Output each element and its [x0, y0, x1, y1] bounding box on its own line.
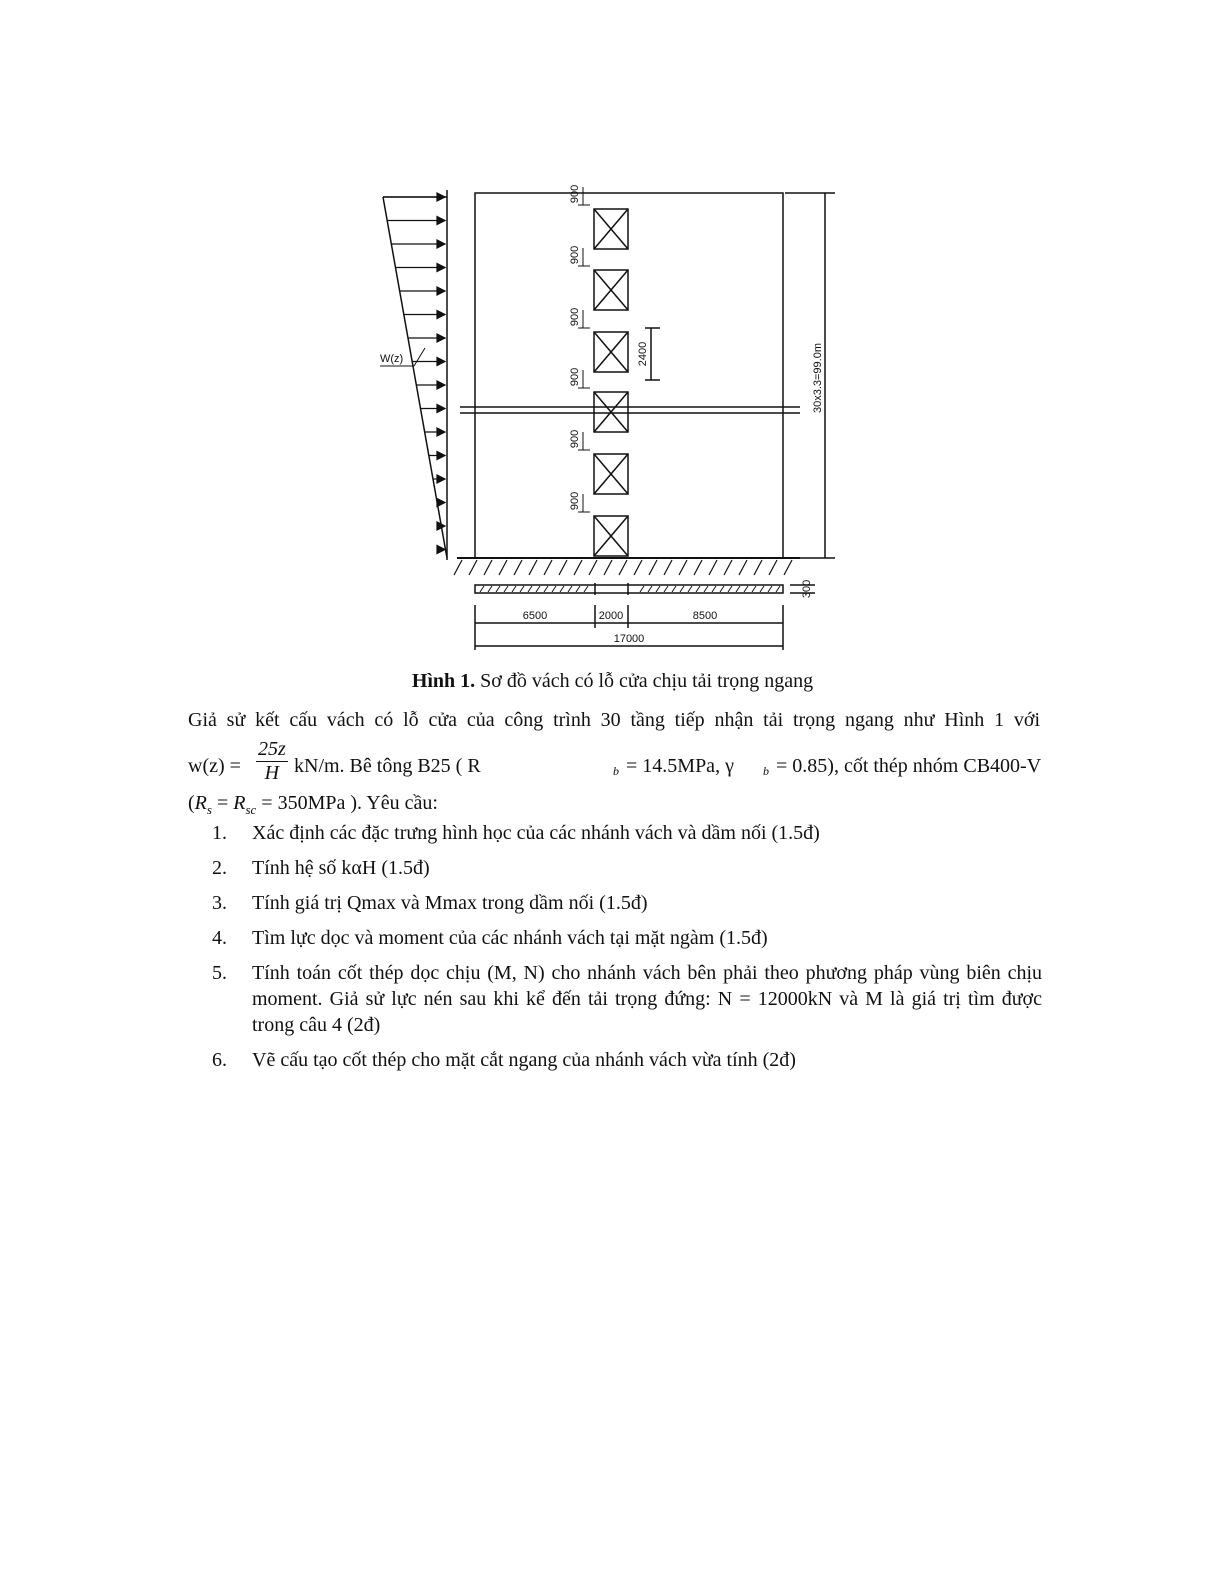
ground-hatch-line: [484, 560, 492, 575]
load-label: W(z): [380, 353, 404, 365]
ground-hatch-line: [454, 560, 462, 575]
lintel-height-label: 900: [569, 184, 581, 204]
strip-hatch-line: [688, 586, 692, 592]
lintel-height-label: 900: [569, 491, 581, 511]
total-width-label: 17000: [613, 633, 645, 645]
strip-hatch-line: [504, 586, 508, 592]
load-formula-line: w(z) = $\frac{25z}{H}$ kN/m. Bê tông B25 ( R b = 14.5MPa, γ b = 0.85), cốt thép nhóm CB400-V: [188, 738, 1042, 784]
strip-hatch-line: [576, 586, 580, 592]
strip-hatch-line: [584, 586, 588, 592]
strip-hatch-line: [720, 586, 724, 592]
task-item: 6. Vẽ cấu tạo cốt thép cho mặt cắt ngang của nhánh vách vừa tính (2đ): [212, 1049, 796, 1071]
load-arrowhead: [437, 287, 445, 295]
formula-fraction: [256, 738, 288, 785]
steel-strength-line: ($R_s = R_{sc} = 350MPa$ ). Yêu cầu:: [188, 792, 438, 817]
strip-hatch-line: [520, 586, 524, 592]
load-arrowhead: [437, 381, 445, 389]
load-arrowhead: [437, 546, 445, 554]
strip-hatch-line: [728, 586, 732, 592]
strip-hatch-line: [528, 586, 532, 592]
concrete-params: = 14.5MPa, γ: [626, 755, 734, 777]
strip-hatch-line: [680, 586, 684, 592]
ground-hatch-line: [664, 560, 672, 575]
ground-hatch: [454, 560, 792, 575]
load-arrowhead: [437, 217, 445, 225]
strip-hatch-line: [568, 586, 572, 592]
load-arrowhead: [437, 475, 445, 483]
strip-hatch-line: [552, 586, 556, 592]
strip-hatch-line: [768, 586, 772, 592]
lintel-height-label: 900: [569, 429, 581, 449]
ground-hatch-line: [604, 560, 612, 575]
formula-lhs: w(z) =: [188, 755, 241, 777]
ground-hatch-line: [514, 560, 522, 575]
strip-hatch-line: [656, 586, 660, 592]
ground-hatch-line: [649, 560, 657, 575]
ground-hatch-line: [469, 560, 477, 575]
formula-rest: kN/m. Bê tông B25 ( R: [294, 755, 481, 777]
ground-hatch-line: [544, 560, 552, 575]
lintel-height-label: 900: [569, 245, 581, 265]
ground-hatch-line: [589, 560, 597, 575]
load-arrowhead: [437, 264, 445, 272]
task-item: 4. Tìm lực dọc và moment của các nhánh vách tại mặt ngàm (1.5đ): [212, 927, 768, 949]
load-arrowhead: [437, 358, 445, 366]
strip-hatch-line: [776, 586, 780, 592]
total-height-label: 30x3.3=99.0m: [812, 342, 824, 414]
ground-hatch-line: [769, 560, 777, 575]
ground-hatch-line: [784, 560, 792, 575]
caption-text: Sơ đồ vách có lỗ cửa chịu tải trọng ngang: [475, 670, 814, 692]
ground-hatch-line: [619, 560, 627, 575]
window-openings: [594, 209, 628, 556]
strip-hatch-line: [648, 586, 652, 592]
strip-hatch-line: [760, 586, 764, 592]
strip-hatch-line: [640, 586, 644, 592]
steel-strength-text: = 350MPa ). Yêu cầu:: [261, 792, 438, 814]
strip-hatch-line: [488, 586, 492, 592]
opening-height-label: 2400: [637, 341, 649, 367]
load-arrowhead: [437, 428, 445, 436]
ground-hatch-line: [709, 560, 717, 575]
task-item: 5. Tính toán cốt thép dọc chịu (M, N) cho nhánh vách bên phải theo phương pháp vùng biên chịu moment. Giả sử lực nén sau khi kể đến tải trọng đứng: N = 12000kN và M là giá trị tìm được trong câu 4 (2đ): [212, 962, 1042, 1036]
strip-hatch-line: [704, 586, 708, 592]
load-arrowhead: [437, 240, 445, 248]
strip-hatch-line: [496, 586, 500, 592]
load-arrowhead: [437, 334, 445, 342]
lintel-dims: [569, 185, 590, 512]
plan-strip-hatch: [480, 586, 780, 592]
opening-width-label: 2000: [598, 610, 624, 622]
right-pier-label: 8500: [692, 610, 718, 622]
load-arrowhead: [437, 311, 445, 319]
ground-hatch-line: [634, 560, 642, 575]
left-pier-label: 6500: [522, 610, 548, 622]
lintel-height-label: 900: [569, 367, 581, 387]
strip-hatch-line: [480, 586, 484, 592]
strip-hatch-line: [752, 586, 756, 592]
task-item: 1. Xác định các đặc trưng hình học của các nhánh vách và dầm nối (1.5đ): [212, 822, 820, 844]
strip-hatch-line: [744, 586, 748, 592]
figure-caption: [0, 670, 1225, 693]
strip-hatch-line: [560, 586, 564, 592]
wall-plan-strip: [475, 585, 783, 593]
shear-wall-diagram: [0, 0, 1225, 670]
strip-hatch-line: [696, 586, 700, 592]
strip-hatch-line: [712, 586, 716, 592]
ground-hatch-line: [559, 560, 567, 575]
ground-hatch-line: [739, 560, 747, 575]
strip-hatch-line: [664, 586, 668, 592]
intro-line-1: Giả sử kết cấu vách có lỗ cửa của công trình 30 tầng tiếp nhận tải trọng ngang như Hình 1 với: [188, 709, 1040, 731]
ground-hatch-line: [694, 560, 702, 575]
task-item: 3. Tính giá trị Qmax và Mmax trong dầm nối (1.5đ): [212, 892, 648, 914]
wall-outline: [475, 193, 783, 558]
strip-hatch-line: [544, 586, 548, 592]
strip-hatch-line: [512, 586, 516, 592]
load-arrowhead: [437, 405, 445, 413]
ground-hatch-line: [754, 560, 762, 575]
ground-hatch-line: [529, 560, 537, 575]
load-arrowhead: [437, 499, 445, 507]
lintel-height-label: 900: [569, 307, 581, 327]
ground-hatch-line: [574, 560, 582, 575]
task-list: [212, 820, 1042, 1082]
strip-hatch-line: [672, 586, 676, 592]
strip-hatch-line: [536, 586, 540, 592]
task-item: 2. Tính hệ số kαH (1.5đ): [212, 857, 430, 879]
formula-denominator: H: [264, 762, 280, 784]
concrete-params-2: = 0.85), cốt thép nhóm CB400-V: [776, 755, 1042, 777]
intro-paragraph: [188, 706, 1040, 734]
ground-hatch-line: [679, 560, 687, 575]
thickness-label: 300: [801, 579, 813, 599]
load-arrowhead: [437, 193, 445, 201]
formula-numerator: 25z: [258, 738, 286, 760]
ground-hatch-line: [499, 560, 507, 575]
ground-hatch-line: [724, 560, 732, 575]
caption-label: Hình 1.: [411, 670, 476, 692]
strip-hatch-line: [736, 586, 740, 592]
load-arrowhead: [437, 452, 445, 460]
